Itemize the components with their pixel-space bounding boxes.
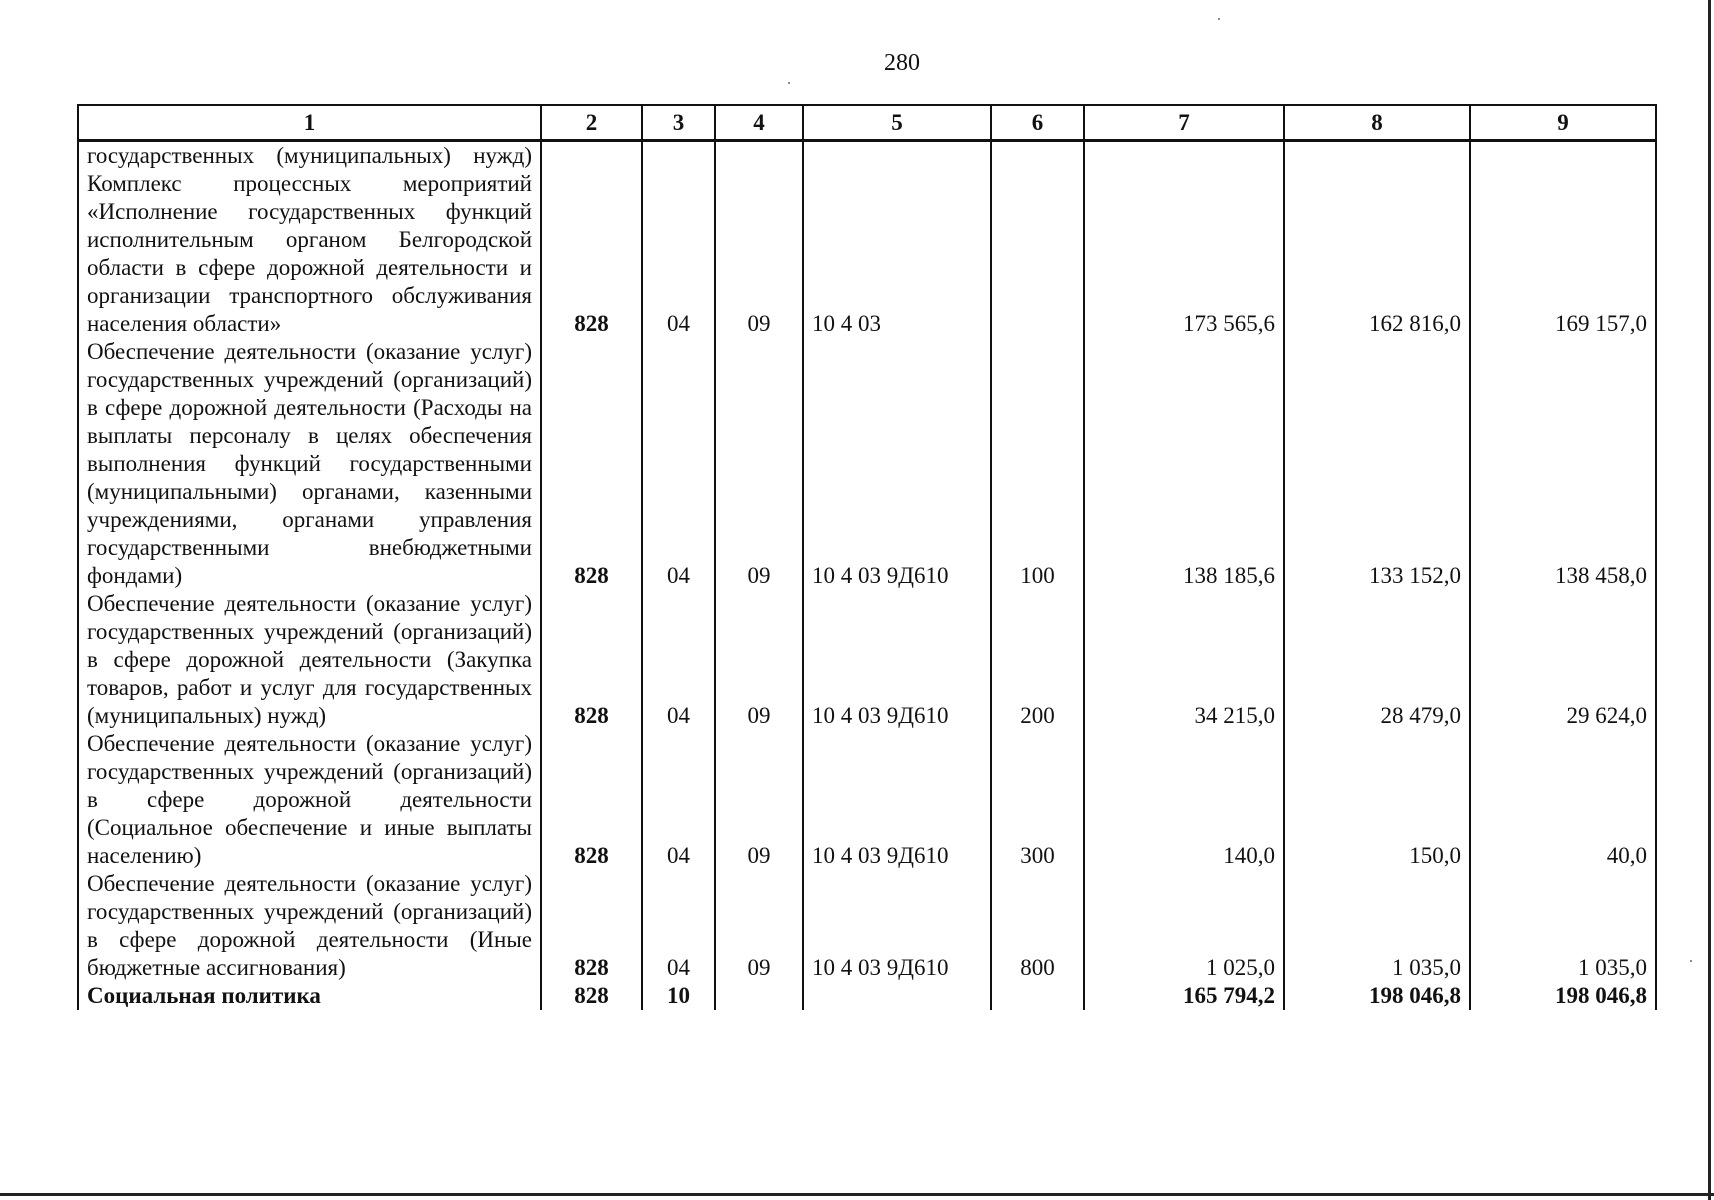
row-subsection-code: 09 <box>715 730 803 870</box>
row-subsection-code: 09 <box>715 870 803 982</box>
row-ministry-code: 828 <box>541 870 642 982</box>
row-amount-col9: 40,0 <box>1470 730 1656 870</box>
row-amount-col7: 173 565,6 <box>1084 141 1284 339</box>
row-target-article: 10 4 03 9Д610 <box>803 870 991 982</box>
row-amount-col9: 169 157,0 <box>1470 141 1656 339</box>
row-description: Обеспечение деятельности (оказание услуг) государственных учреждений (организаций) в сфере дорожной деятельности (Расходы на выплаты персоналу в целях обеспечения выполнения функций государственными (муниципальными) органами, казенными учреждениями, органами управления государственными внебюджетными фондами) <box>78 338 541 590</box>
row-section-code: 04 <box>642 730 715 870</box>
total-description: Социальная политика <box>78 982 541 1010</box>
row-ministry-code: 828 <box>541 590 642 730</box>
row-amount-col8: 162 816,0 <box>1284 141 1470 339</box>
row-amount-col9: 138 458,0 <box>1470 338 1656 590</box>
header-col-5: 5 <box>803 105 991 141</box>
row-expense-type <box>991 141 1084 339</box>
row-target-article: 10 4 03 9Д610 <box>803 590 991 730</box>
header-col-4: 4 <box>715 105 803 141</box>
row-ministry-code: 828 <box>541 338 642 590</box>
row-ministry-code: 828 <box>541 141 642 339</box>
row-amount-col8: 28 479,0 <box>1284 590 1470 730</box>
total-amount-col8: 198 046,8 <box>1284 982 1470 1010</box>
total-target-article <box>803 982 991 1010</box>
header-col-3: 3 <box>642 105 715 141</box>
header-col-9: 9 <box>1470 105 1656 141</box>
budget-table <box>77 104 1657 1010</box>
header-col-7: 7 <box>1084 105 1284 141</box>
table-row <box>78 338 1656 590</box>
header-col-1: 1 <box>78 105 541 141</box>
total-subsection-code <box>715 982 803 1010</box>
table-row <box>78 870 1656 982</box>
row-amount-col7: 140,0 <box>1084 730 1284 870</box>
total-ministry-code: 828 <box>541 982 642 1010</box>
scan-speck <box>788 82 790 84</box>
table-header-row <box>78 105 1656 141</box>
page-number: 280 <box>884 50 920 76</box>
row-target-article: 10 4 03 9Д610 <box>803 338 991 590</box>
table-row <box>78 141 1656 339</box>
row-amount-col8: 1 035,0 <box>1284 870 1470 982</box>
table-row <box>78 590 1656 730</box>
row-description: государственных (муниципальных) нужд) Комплекс процессных мероприятий «Исполнение государственных функций исполнительным органом Белгородской области в сфере дорожной деятельности и организации транспортного обслуживания населения области» <box>78 141 541 339</box>
row-amount-col7: 34 215,0 <box>1084 590 1284 730</box>
row-expense-type: 100 <box>991 338 1084 590</box>
row-ministry-code: 828 <box>541 730 642 870</box>
total-expense-type <box>991 982 1084 1010</box>
total-amount-col9: 198 046,8 <box>1470 982 1656 1010</box>
row-amount-col9: 29 624,0 <box>1470 590 1656 730</box>
page-bottom-border <box>0 1193 1714 1196</box>
total-row <box>78 982 1656 1010</box>
row-description: Обеспечение деятельности (оказание услуг) государственных учреждений (организаций) в сфере дорожной деятельности (Иные бюджетные ассигнования) <box>78 870 541 982</box>
scan-speck <box>1218 18 1220 20</box>
row-description: Обеспечение деятельности (оказание услуг) государственных учреждений (организаций) в сфере дорожной деятельности (Социальное обеспечение и иные выплаты населению) <box>78 730 541 870</box>
row-section-code: 04 <box>642 590 715 730</box>
row-amount-col8: 150,0 <box>1284 730 1470 870</box>
row-section-code: 04 <box>642 141 715 339</box>
row-amount-col7: 1 025,0 <box>1084 870 1284 982</box>
row-expense-type: 800 <box>991 870 1084 982</box>
row-expense-type: 300 <box>991 730 1084 870</box>
header-col-2: 2 <box>541 105 642 141</box>
row-amount-col9: 1 035,0 <box>1470 870 1656 982</box>
header-col-6: 6 <box>991 105 1084 141</box>
row-section-code: 04 <box>642 870 715 982</box>
row-amount-col8: 133 152,0 <box>1284 338 1470 590</box>
page-right-border <box>1708 0 1711 1200</box>
table-row <box>78 730 1656 870</box>
row-subsection-code: 09 <box>715 141 803 339</box>
row-expense-type: 200 <box>991 590 1084 730</box>
row-subsection-code: 09 <box>715 590 803 730</box>
header-col-8: 8 <box>1284 105 1470 141</box>
row-target-article: 10 4 03 9Д610 <box>803 730 991 870</box>
row-subsection-code: 09 <box>715 338 803 590</box>
total-section-code: 10 <box>642 982 715 1010</box>
row-target-article: 10 4 03 <box>803 141 991 339</box>
total-amount-col7: 165 794,2 <box>1084 982 1284 1010</box>
row-amount-col7: 138 185,6 <box>1084 338 1284 590</box>
row-section-code: 04 <box>642 338 715 590</box>
row-description: Обеспечение деятельности (оказание услуг) государственных учреждений (организаций) в сфере дорожной деятельности (Закупка товаров, работ и услуг для государственных (муниципальных) нужд) <box>78 590 541 730</box>
scan-speck <box>1690 960 1692 962</box>
